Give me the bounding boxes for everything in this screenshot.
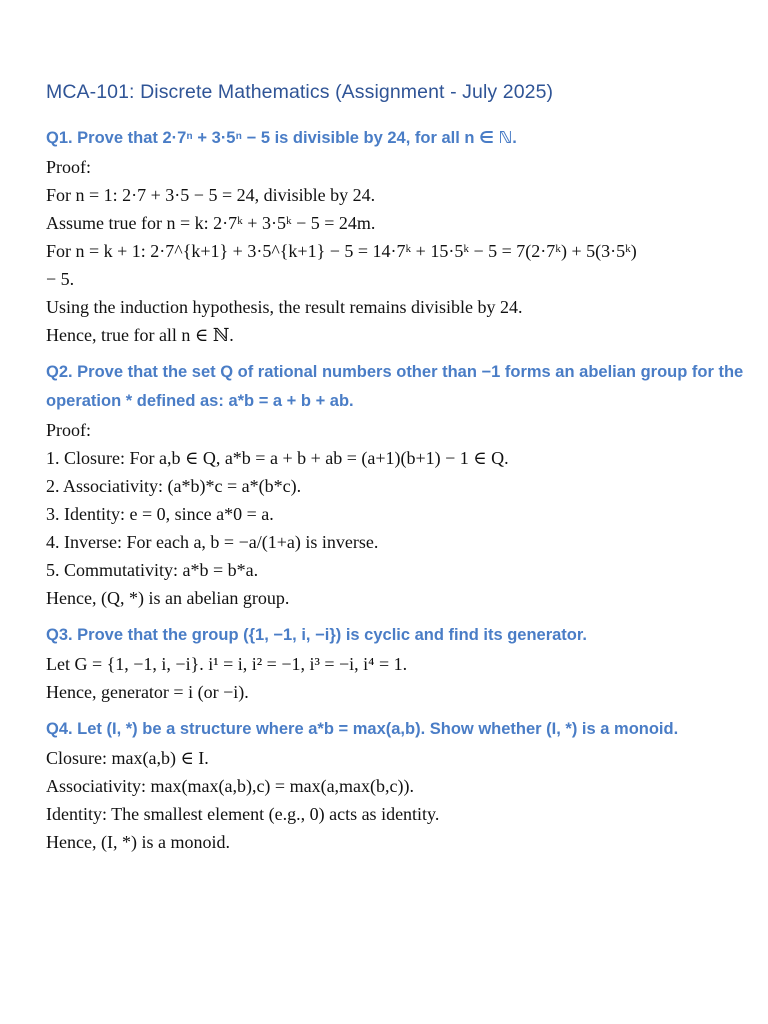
answer-line: Closure: max(a,b) ∈ I. — [46, 748, 209, 768]
answer-line: Hence, generator = i (or −i). — [46, 682, 249, 702]
document-page — [46, 78, 746, 865]
answer-line: 4. Inverse: For each a, b = −a/(1+a) is inverse. — [46, 532, 379, 552]
question-2-heading: Q2. Prove that the set Q of rational numbers other than −1 forms an abelian group for the operation * defined as: a*b = a + b + ab. — [46, 363, 744, 410]
answer-line: Associativity: max(max(a,b),c) = max(a,max(b,c)). — [46, 776, 415, 796]
answer-line: − 5. — [46, 269, 75, 289]
question-3 — [46, 621, 746, 706]
answer-line: Let G = {1, −1, i, −i}. i¹ = i, i² = −1, i³ = −i, i⁴ = 1. — [46, 654, 408, 674]
answer-line: 3. Identity: e = 0, since a*0 = a. — [46, 504, 274, 524]
question-4-heading: Q4. Let (I, *) be a structure where a*b = max(a,b). Show whether (I, *) is a monoid. — [46, 720, 679, 738]
answer-line: Proof: — [46, 420, 91, 440]
answer-line: Using the induction hypothesis, the result remains divisible by 24. — [46, 297, 523, 317]
question-2 — [46, 358, 746, 612]
answer-line: Hence, true for all n ∈ ℕ. — [46, 325, 234, 345]
question-1-heading: Q1. Prove that 2·7ⁿ + 3·5ⁿ − 5 is divisible by 24, for all n ∈ ℕ. — [46, 129, 517, 147]
answer-line: For n = k + 1: 2·7^{k+1} + 3·5^{k+1} − 5 = 14·7ᵏ + 15·5ᵏ − 5 = 7(2·7ᵏ) + 5(3·5ᵏ) — [46, 241, 637, 261]
answer-line: 1. Closure: For a,b ∈ Q, a*b = a + b + ab = (a+1)(b+1) − 1 ∈ Q. — [46, 448, 509, 468]
document-title: MCA-101: Discrete Mathematics (Assignment - July 2025) — [46, 81, 554, 103]
answer-line: Proof: — [46, 157, 91, 177]
question-3-heading: Q3. Prove that the group ({1, −1, i, −i}) is cyclic and find its generator. — [46, 626, 587, 644]
answer-line: For n = 1: 2·7 + 3·5 − 5 = 24, divisible by 24. — [46, 185, 376, 205]
answer-line: Hence, (Q, *) is an abelian group. — [46, 588, 290, 608]
answer-line: 5. Commutativity: a*b = b*a. — [46, 560, 259, 580]
answer-line: Hence, (I, *) is a monoid. — [46, 832, 230, 852]
answer-line: Assume true for n = k: 2·7ᵏ + 3·5ᵏ − 5 = 24m. — [46, 213, 376, 233]
question-4 — [46, 715, 746, 856]
answer-line: 2. Associativity: (a*b)*c = a*(b*c). — [46, 476, 302, 496]
answer-line: Identity: The smallest element (e.g., 0) acts as identity. — [46, 804, 440, 824]
question-1 — [46, 124, 746, 349]
